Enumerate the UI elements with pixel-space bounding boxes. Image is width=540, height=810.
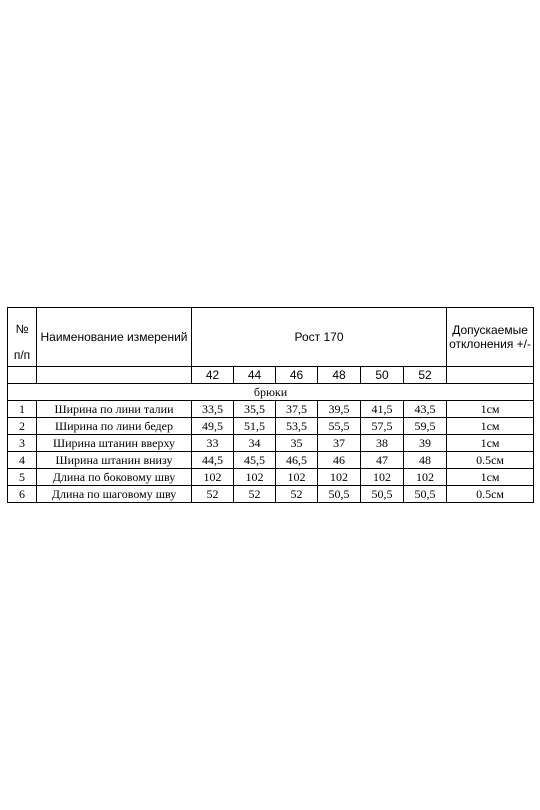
measurement-value-cell: 102: [361, 469, 404, 486]
header-tolerance-label-line2: отклонения +/-: [449, 337, 531, 351]
tolerance-cell: 1см: [447, 435, 534, 452]
row-number-cell: 5: [8, 469, 37, 486]
header-number-cell: [8, 308, 37, 367]
measurement-value-cell: 102: [404, 469, 447, 486]
measurement-value-cell: 41,5: [361, 401, 404, 418]
measurement-value-cell: 38: [361, 435, 404, 452]
size-cell: 48: [318, 367, 361, 384]
measurement-value-cell: 46,5: [276, 452, 318, 469]
table-row: [8, 435, 534, 452]
sizes-row-empty-name: [37, 367, 192, 384]
table-row: [8, 469, 534, 486]
measurement-value-cell: 53,5: [276, 418, 318, 435]
header-name-label: Наименование измерений: [40, 330, 188, 344]
size-cell: 42: [192, 367, 234, 384]
measurement-value-cell: 48: [404, 452, 447, 469]
measurement-value-cell: 55,5: [318, 418, 361, 435]
measurement-value-cell: 33: [192, 435, 234, 452]
size-cell: 52: [404, 367, 447, 384]
header-tolerance-label-line1: Допускаемые: [452, 323, 528, 337]
measurement-value-cell: 50,5: [404, 486, 447, 503]
header-tolerance-cell: [447, 308, 534, 367]
tolerance-cell: 0.5см: [447, 452, 534, 469]
measurement-value-cell: 35,5: [234, 401, 276, 418]
measurement-value-cell: 52: [192, 486, 234, 503]
measurement-value-cell: 49,5: [192, 418, 234, 435]
measurement-value-cell: 34: [234, 435, 276, 452]
table-row: [8, 486, 534, 503]
tolerance-cell: 1см: [447, 418, 534, 435]
header-height-cell: [192, 308, 447, 367]
header-number-label: №: [15, 322, 29, 336]
measurement-value-cell: 46: [318, 452, 361, 469]
size-cell: 44: [234, 367, 276, 384]
measurement-value-cell: 37: [318, 435, 361, 452]
measurement-value-cell: 102: [318, 469, 361, 486]
table-row: [8, 418, 534, 435]
table-body: [8, 308, 534, 503]
header-name-cell: [37, 308, 192, 367]
measurement-name-cell: Ширина штанин вверху: [37, 435, 192, 452]
measurement-value-cell: 37,5: [276, 401, 318, 418]
sizes-row-empty-number: [8, 367, 37, 384]
measurement-value-cell: 39,5: [318, 401, 361, 418]
section-row: [8, 384, 534, 401]
measurement-value-cell: 44,5: [192, 452, 234, 469]
tolerance-cell: 0.5см: [447, 486, 534, 503]
measurement-value-cell: 50,5: [361, 486, 404, 503]
measurement-name-cell: Ширина по лини талии: [37, 401, 192, 418]
row-number-cell: 6: [8, 486, 37, 503]
measurement-value-cell: 35: [276, 435, 318, 452]
measurement-value-cell: 50,5: [318, 486, 361, 503]
sizes-row-empty-tolerance: [447, 367, 534, 384]
size-cell: 50: [361, 367, 404, 384]
section-title: брюки: [8, 384, 534, 401]
header-row: [8, 308, 534, 367]
measurement-value-cell: 102: [276, 469, 318, 486]
table-row: [8, 452, 534, 469]
measurement-value-cell: 45,5: [234, 452, 276, 469]
row-number-cell: 1: [8, 401, 37, 418]
measurement-name-cell: Ширина по лини бедер: [37, 418, 192, 435]
measurement-name-cell: Длина по шаговому шву: [37, 486, 192, 503]
measurement-value-cell: 52: [276, 486, 318, 503]
sizes-row: [8, 367, 534, 384]
size-table: [7, 307, 534, 503]
measurement-value-cell: 52: [234, 486, 276, 503]
row-number-cell: 3: [8, 435, 37, 452]
tolerance-cell: 1см: [447, 401, 534, 418]
measurement-value-cell: 33,5: [192, 401, 234, 418]
size-cell: 46: [276, 367, 318, 384]
measurement-value-cell: 57,5: [361, 418, 404, 435]
measurement-value-cell: 47: [361, 452, 404, 469]
header-height-label: Рост 170: [294, 330, 344, 344]
header-number-sublabel: п/п: [13, 348, 31, 362]
measurement-name-cell: Ширина штанин внизу: [37, 452, 192, 469]
table-row: [8, 401, 534, 418]
measurement-value-cell: 51,5: [234, 418, 276, 435]
measurement-value-cell: 43,5: [404, 401, 447, 418]
measurement-value-cell: 102: [192, 469, 234, 486]
measurement-value-cell: 102: [234, 469, 276, 486]
measurement-name-cell: Длина по боковому шву: [37, 469, 192, 486]
measurement-value-cell: 39: [404, 435, 447, 452]
row-number-cell: 4: [8, 452, 37, 469]
measurement-value-cell: 59,5: [404, 418, 447, 435]
row-number-cell: 2: [8, 418, 37, 435]
tolerance-cell: 1см: [447, 469, 534, 486]
